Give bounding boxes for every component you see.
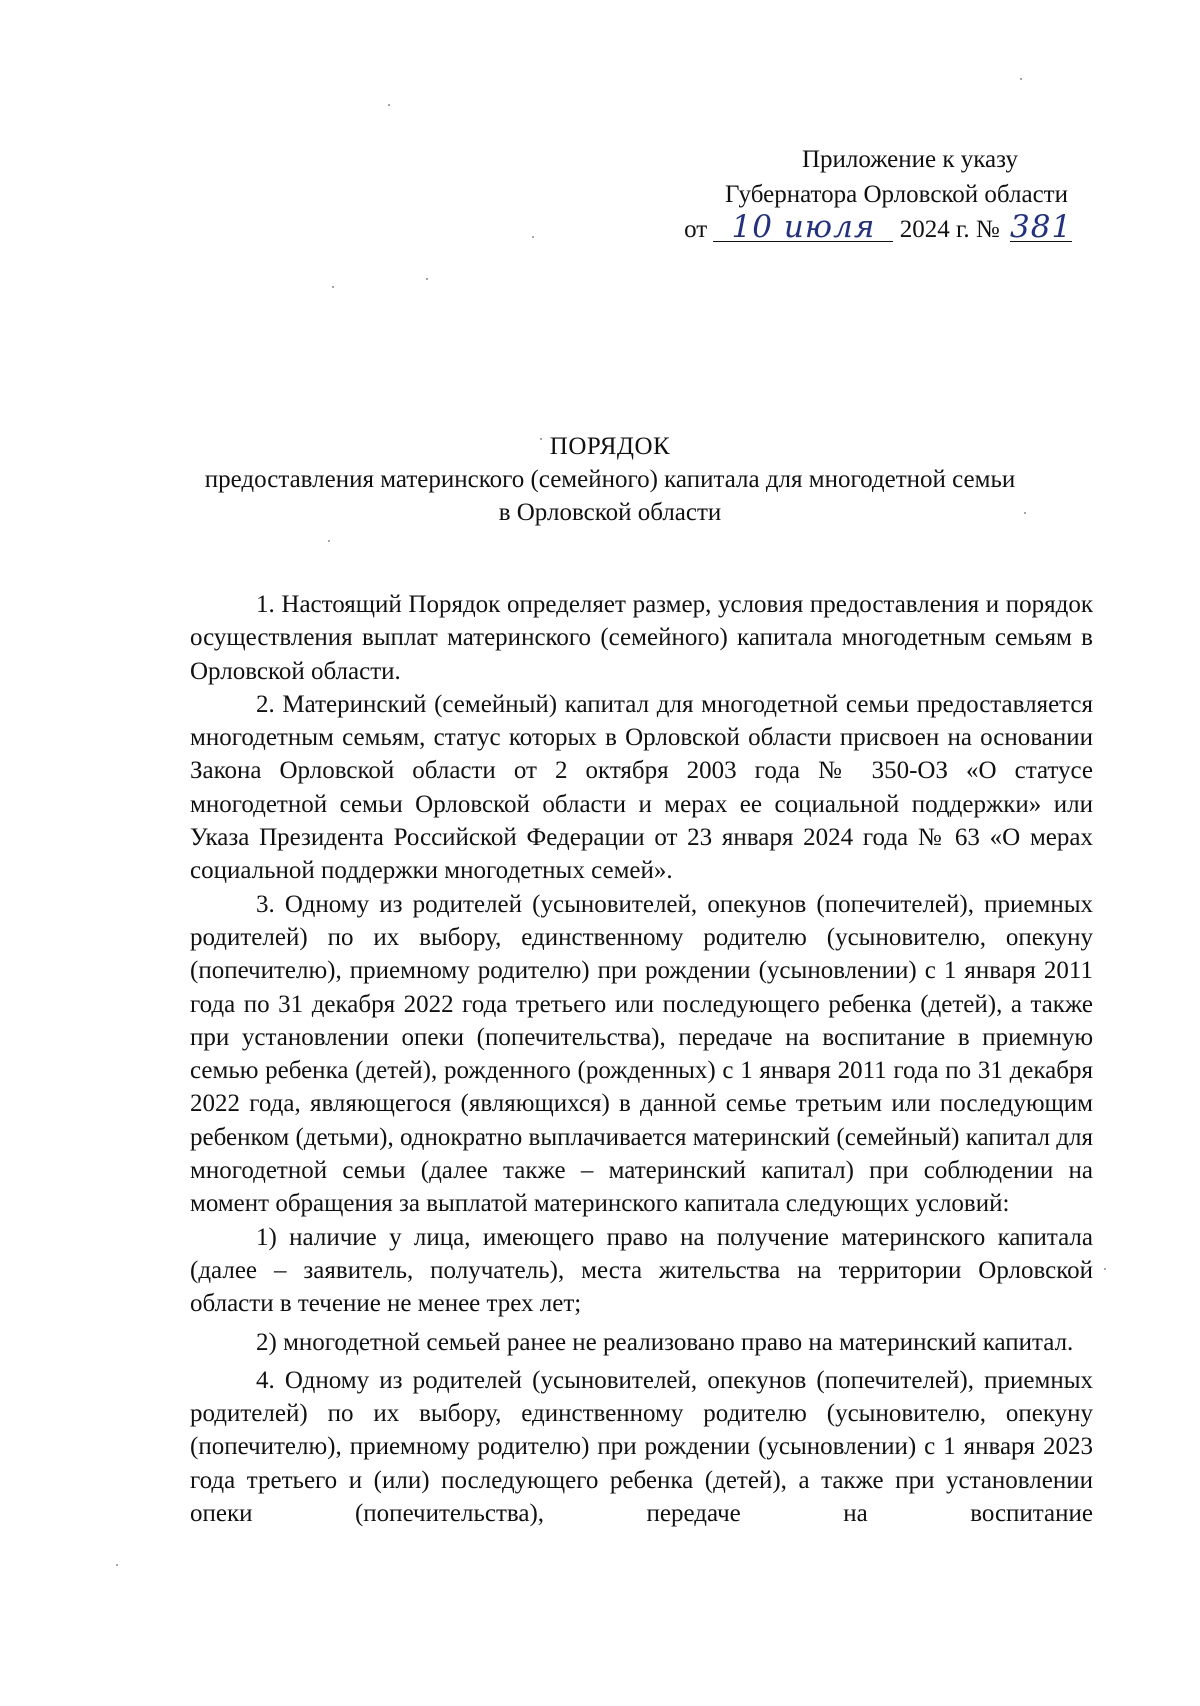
- scan-speck: [1020, 78, 1022, 80]
- scan-speck: [332, 286, 334, 288]
- scan-speck: [388, 104, 390, 106]
- scan-speck: [328, 540, 330, 542]
- document-title: [180, 430, 1040, 529]
- appendix-date-line: [640, 209, 1080, 247]
- title-subtitle-line-2: в Орловской области: [498, 499, 722, 526]
- paragraph-3-condition-2: 2) многодетной семьей ранее не реализовано право на материнский капитал.: [256, 1328, 1074, 1356]
- scan-speck: [1024, 512, 1026, 514]
- year-text: 2024 г. №: [899, 216, 1000, 243]
- date-prefix: от: [684, 216, 708, 243]
- document-body: [190, 588, 1093, 1530]
- scan-speck: [540, 438, 542, 440]
- handwritten-date: 10 июля: [713, 213, 893, 242]
- appendix-header: [640, 142, 1080, 247]
- scan-speck: [1104, 1268, 1106, 1270]
- scan-speck: [116, 1564, 118, 1566]
- paragraph-3-condition-1: 1) наличие у лица, имеющего право на получение материнского капитала (далее – заявитель, получатель), места жительства на территории Орловской области в течение не менее трех лет;: [190, 1223, 1093, 1318]
- paragraph-3: 3. Одному из родителей (усыновителей, опекунов (попечителей), приемных родителей) по их выбору, единственному родителю (усыновителю, опекуну (попечителю), приемному родителю) при рождении (усыновлении) с 1 января 2011 года по 31 декабря 2022 года третьего или последующего ребенка (детей), а также при установлении опеки (попечительства), передаче на воспитание в приемную семью ребенка (детей), рожденного (рожденных) с 1 января 2011 года по 31 декабря 2022 года, являющегося (являющихся) в данной семье третьим или последующим ребенком (детьми), однократно выплачивается материнский (семейный) капитал для многодетной семьи (далее также – материнский капитал) при соблюдении на момент обращения за выплатой материнского капитала следующих условий:: [190, 890, 1093, 1218]
- paragraph-2: 2. Материнский (семейный) капитал для многодетной семьи предоставляется многодетным семьям, статус которых в Орловской области присвоен на основании Закона Орловской области от 2 октября 2003 года № 350-ОЗ «О статусе многодетной семьи Орловской области и мерах ее социальной поддержки» или Указа Президента Российской Федерации от 23 января 2024 года № 63 «О мерах социальной поддержки многодетных семей».: [190, 690, 1093, 885]
- paragraph-4: 4. Одному из родителей (усыновителей, опекунов (попечителей), приемных родителей) по их выбору, единственному родителю (усыновителю, опекуну (попечителю), приемному родителю) при рождении (усыновлении) с 1 января 2023 года третьего и (или) последующего ребенка (детей), а также при установлении опеки (попечительства), передаче на воспитание: [190, 1366, 1093, 1528]
- title-heading: ПОРЯДОК: [549, 433, 671, 460]
- handwritten-decree-number: 381: [1010, 209, 1073, 245]
- scan-speck: [426, 278, 428, 280]
- appendix-line-2: Губернатора Орловской области: [725, 181, 1068, 208]
- appendix-line-1: Приложение к указу: [801, 146, 1018, 173]
- paragraph-1: 1. Настоящий Порядок определяет размер, условия предоставления и порядок осуществления выплат материнского (семейного) капитала многодетным семьям в Орловской области.: [190, 591, 1093, 685]
- title-subtitle-line-1: предоставления материнского (семейного) капитала для многодетной семьи: [204, 466, 1016, 493]
- scan-speck: [532, 236, 534, 238]
